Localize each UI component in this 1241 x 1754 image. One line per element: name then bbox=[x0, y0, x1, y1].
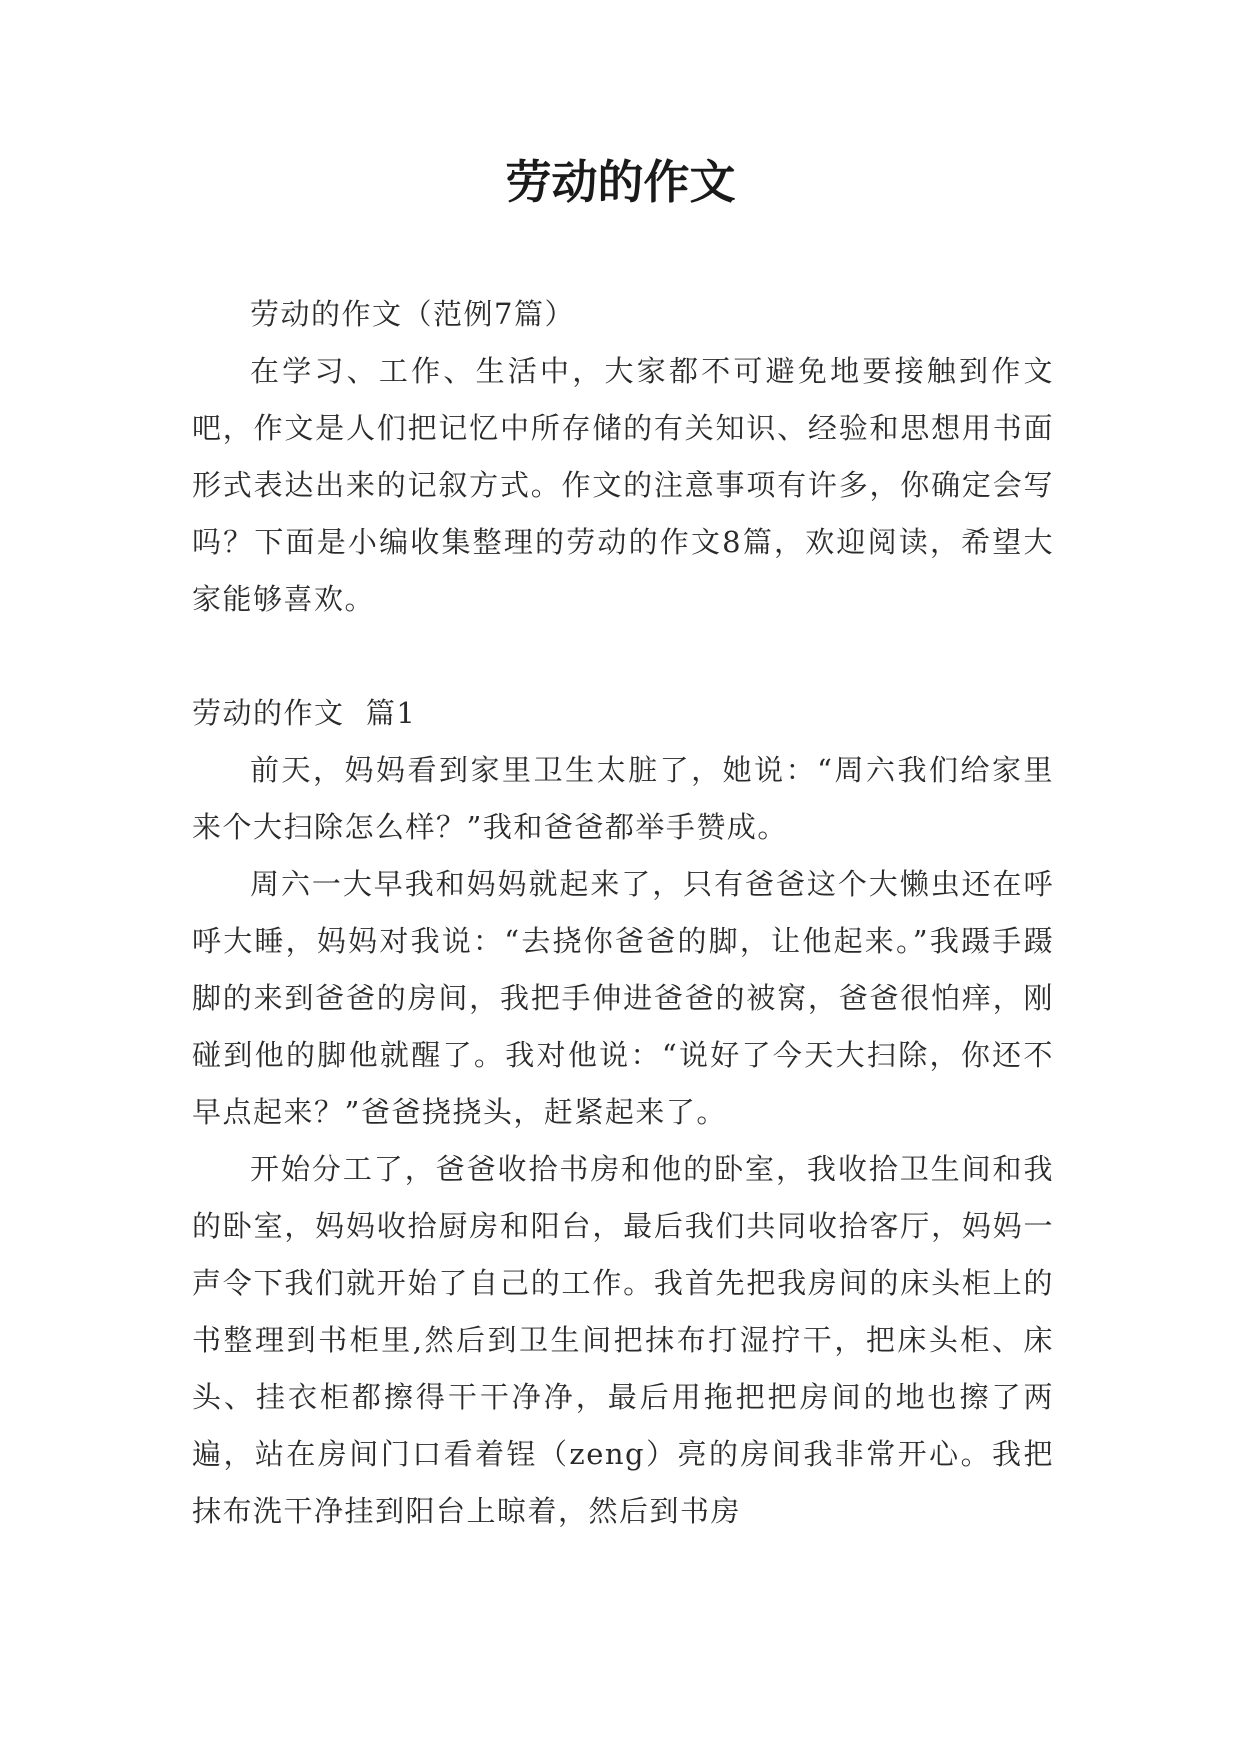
document-body bbox=[192, 286, 1054, 1540]
body-paragraph: 前天，妈妈看到家里卫生太脏了，她说：“周六我们给家里来个大扫除怎么样？”我和爸爸都举手赞成。 bbox=[192, 753, 1054, 844]
document-title: 劳动的作文 bbox=[505, 155, 736, 209]
intro-paragraph: 在学习、工作、生活中，大家都不可避免地要接触到作文吧，作文是人们把记忆中所存储的有关知识、经验和思想用书面形式表达出来的记叙方式。作文的注意事项有许多，你确定会写吗？下面是小编收集整理的劳动的作文8篇，欢迎阅读，希望大家能够喜欢。 bbox=[192, 354, 1054, 616]
section-heading: 劳动的作文 篇1 bbox=[192, 696, 417, 730]
document-subtitle: 劳动的作文（范例7篇） bbox=[250, 297, 575, 331]
body-paragraph: 开始分工了，爸爸收拾书房和他的卧室，我收拾卫生间和我的卧室，妈妈收拾厨房和阳台，最后我们共同收拾客厅，妈妈一声令下我们就开始了自己的工作。我首先把我房间的床头柜上的书整理到书柜里,然后到卫生间把抹布打湿拧干，把床头柜、床头、挂衣柜都擦得干干净净，最后用拖把把房间的地也擦了两遍，站在房间门口看着锃（zeng）亮的房间我非常开心。我把抹布洗干净挂到阳台上晾着，然后到书房 bbox=[192, 1152, 1054, 1528]
body-paragraph: 周六一大早我和妈妈就起来了，只有爸爸这个大懒虫还在呼呼大睡，妈妈对我说：“去挠你爸爸的脚，让他起来。”我蹑手蹑脚的来到爸爸的房间，我把手伸进爸爸的被窝，爸爸很怕痒，刚碰到他的脚他就醒了。我对他说：“说好了今天大扫除，你还不早点起来？”爸爸挠挠头，赶紧起来了。 bbox=[192, 867, 1054, 1129]
